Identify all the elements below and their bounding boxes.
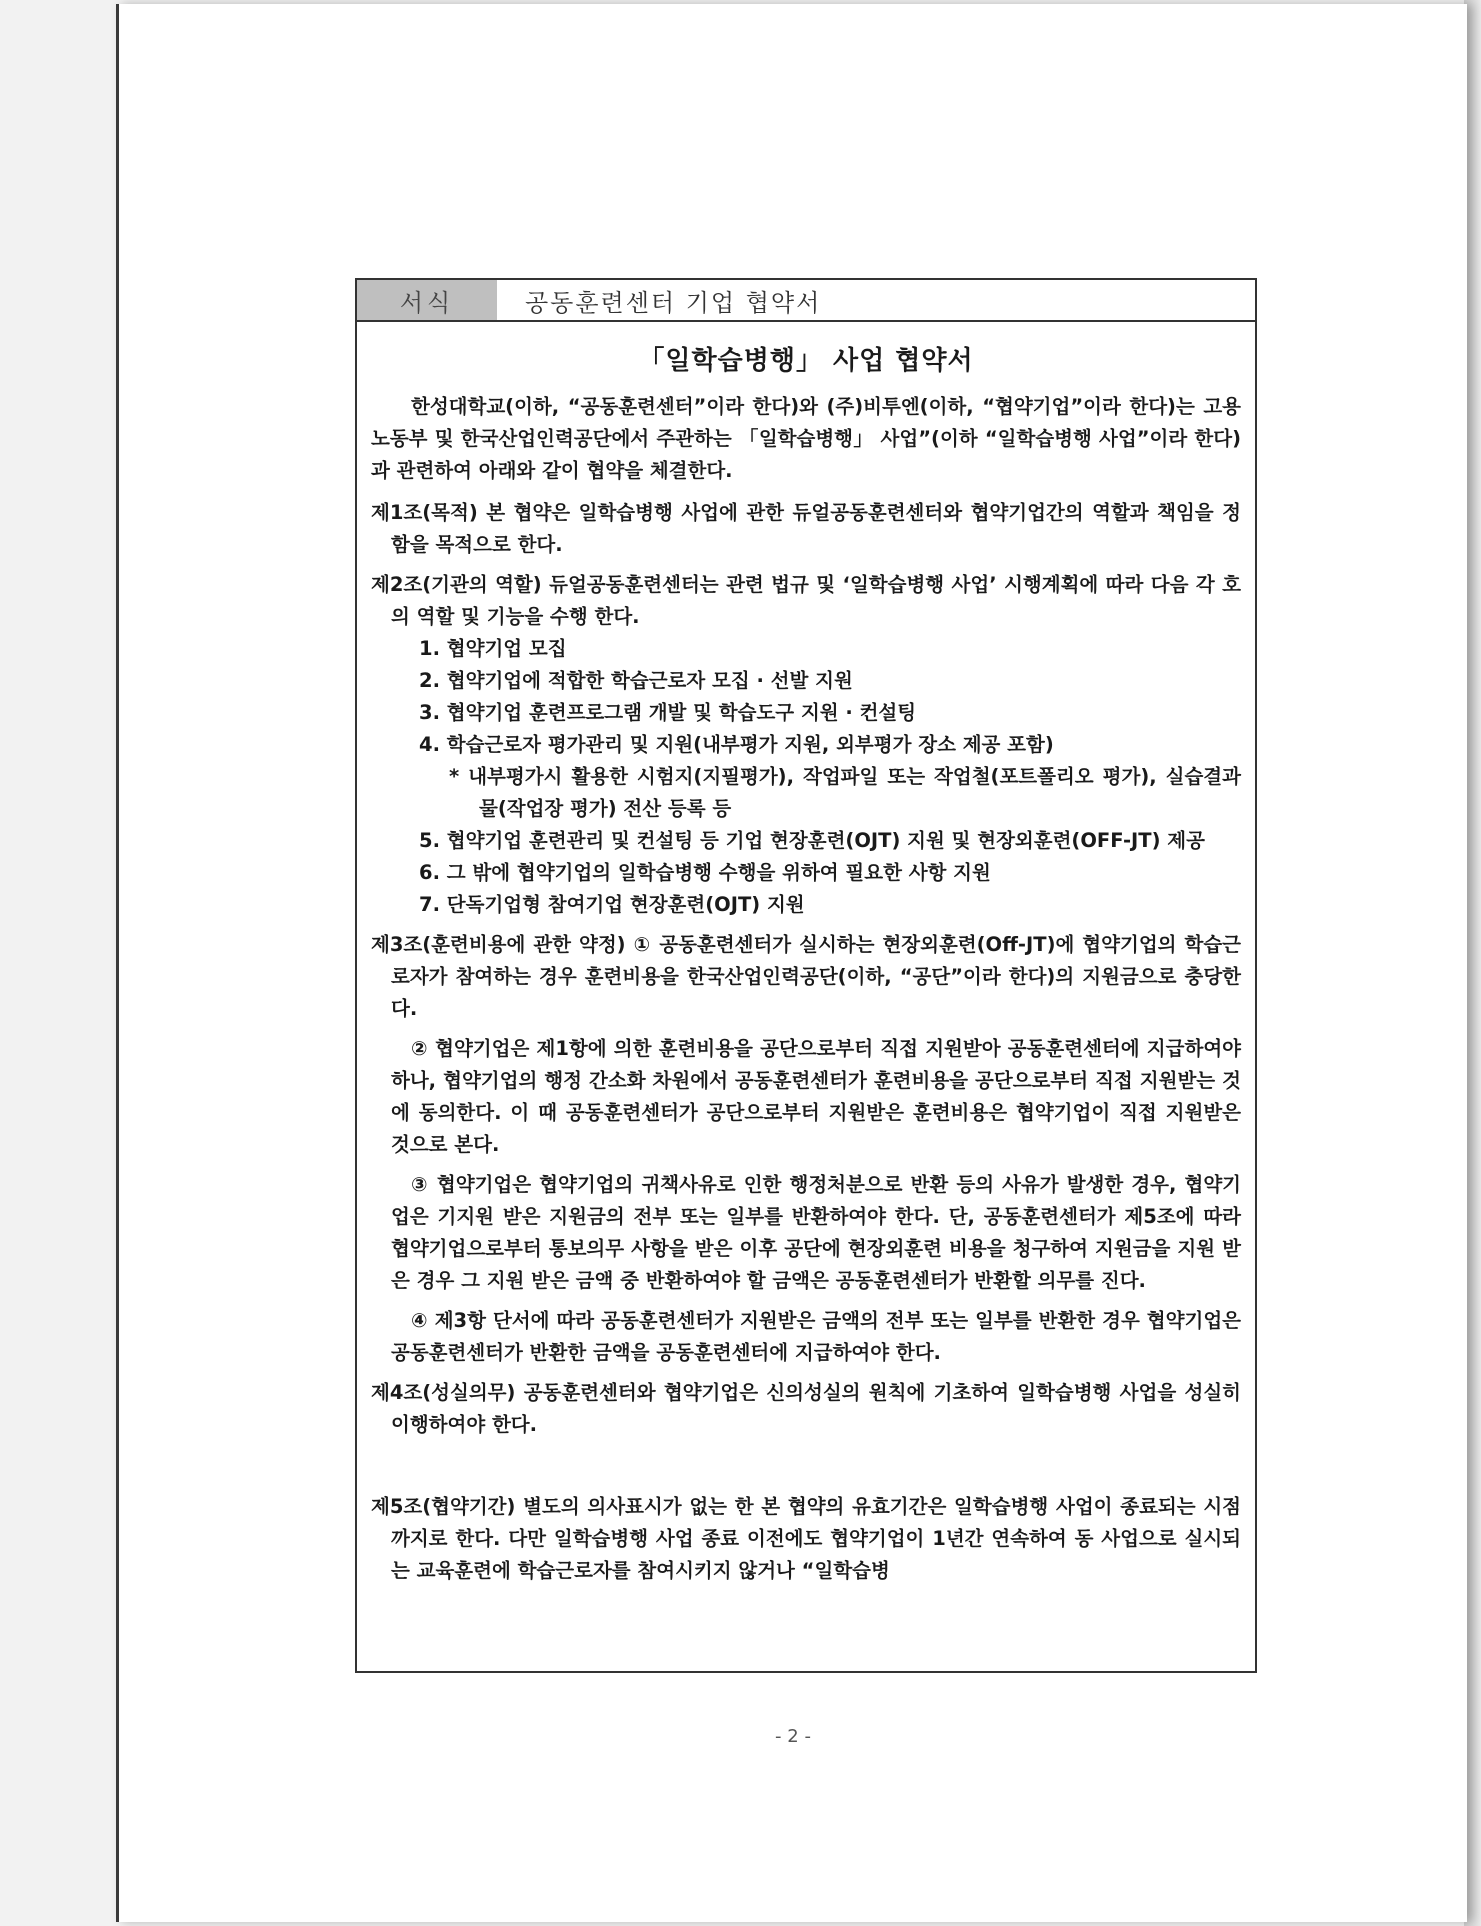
document-title: 「일학습병행」 사업 협약서 [638, 346, 974, 376]
article-2-item: 5. 협약기업 훈련관리 및 컨설팅 등 기업 현장훈련(OJT) 지원 및 현장외훈련(OFF-JT) 제공 [419, 829, 1205, 852]
article-5: 제5조(협약기간) 별도의 의사표시가 없는 한 본 협약의 유효기간은 일학습병행 사업이 종료되는 시점까지로 한다. 다만 일학습병행 사업 종료 이전에도 협약기업이 1년간 연속하여 동 사업으로 실시되는 교육훈련에 학습근로자를 참여시키지 않거나 “일학습병 [371, 1495, 1241, 1582]
document-page [116, 4, 1467, 1922]
form-content [357, 322, 1255, 1587]
article-2-item: 4. 학습근로자 평가관리 및 지원(내부평가 지원, 외부평가 장소 제공 포함) [419, 733, 1054, 756]
article-3-paragraph-2: ② 협약기업은 제1항에 의한 훈련비용을 공단으로부터 직접 지원받아 공동훈련센터에 지급하여야 하나, 협약기업의 행정 간소화 차원에서 공동훈련센터가 훈련비용을 공단으로부터 직접 지원받는 것에 동의한다. 이 때 공동훈련센터가 공단으로부터 지원받은 훈련비용은 협약기업이 직접 지원받은 것으로 본다. [391, 1037, 1241, 1156]
article-2-item: 6. 그 밖에 협약기업의 일학습병행 수행을 위하여 필요한 사항 지원 [419, 861, 991, 884]
article-2-item: 3. 협약기업 훈련프로그램 개발 및 학습도구 지원 · 컨설팅 [419, 701, 917, 724]
article-3-paragraph-4: ④ 제3항 단서에 따라 공동훈련센터가 지원받은 금액의 전부 또는 일부를 반환한 경우 협약기업은 공동훈련센터가 반환한 금액을 공동훈련센터에 지급하여야 한다. [391, 1309, 1241, 1364]
form-box [355, 278, 1257, 1673]
article-3: 제3조(훈련비용에 관한 약정) ① 공동훈련센터가 실시하는 현장외훈련(Off-JT)에 협약기업의 학습근로자가 참여하는 경우 훈련비용을 한국산업인력공단(이하, “공단”이라 한다)의 지원금으로 충당한다. [371, 933, 1241, 1020]
article-3-paragraph-3: ③ 협약기업은 협약기업의 귀책사유로 인한 행정처분으로 반환 등의 사유가 발생한 경우, 협약기업은 기지원 받은 지원금의 전부 또는 일부를 반환하여야 한다. 단, 공동훈련센터가 제5조에 따라 협약기업으로부터 통보의무 사항을 받은 이후 공단에 현장외훈련 비용을 청구하여 지원금을 지원 받은 경우 그 지원 받은 금액 중 반환하여야 할 금액은 공동훈련센터가 반환할 의무를 진다. [391, 1173, 1241, 1292]
spacer [371, 1449, 1241, 1491]
intro-paragraph: 한성대학교(이하, “공동훈련센터”이라 한다)와 (주)비투엔(이하, “협약기업”이라 한다)는 고용노동부 및 한국산업인력공단에서 주관하는 「일학습병행」 사업”(이하 “일학습병행 사업”이라 한다)과 관련하여 아래와 같이 협약을 체결한다. [371, 395, 1241, 482]
article-2-item: 7. 단독기업형 참여기업 현장훈련(OJT) 지원 [419, 893, 805, 916]
article-2: 제2조(기관의 역할) 듀얼공동훈련센터는 관련 법규 및 ‘일학습병행 사업’ 시행계획에 따라 다음 각 호의 역할 및 기능을 수행 한다. [371, 573, 1241, 628]
article-4: 제4조(성실의무) 공동훈련센터와 협약기업은 신의성실의 원칙에 기초하여 일학습병행 사업을 성실히 이행하여야 한다. [371, 1381, 1241, 1436]
article-2-item: 1. 협약기업 모집 [419, 637, 567, 660]
article-2-note: * 내부평가시 활용한 시험지(지필평가), 작업파일 또는 작업철(포트폴리오 평가), 실습결과물(작업장 평가) 전산 등록 등 [449, 765, 1241, 820]
form-tag: 서식 [357, 280, 497, 320]
page-number: - 2 - [775, 1726, 811, 1747]
form-title: 공동훈련센터 기업 협약서 [525, 288, 822, 317]
article-1: 제1조(목적) 본 협약은 일학습병행 사업에 관한 듀얼공동훈련센터와 협약기업간의 역할과 책임을 정함을 목적으로 한다. [371, 501, 1241, 556]
article-2-item: 2. 협약기업에 적합한 학습근로자 모집 · 선발 지원 [419, 669, 853, 692]
form-header [357, 280, 1255, 322]
